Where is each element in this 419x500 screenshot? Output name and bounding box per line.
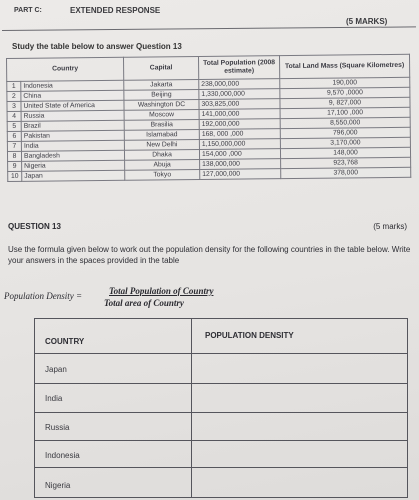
row-land-mass: 8,550,000 (280, 117, 410, 128)
row-population: 303,825,000 (199, 99, 280, 110)
row-country: Japan (22, 170, 125, 181)
row-country: United State of America (21, 100, 124, 111)
row-capital: Tokyo (125, 169, 200, 180)
row-country: China (21, 90, 124, 101)
row-number: 7 (7, 141, 21, 151)
formula-label: Population Density = (4, 291, 83, 301)
row-population: 192,000,000 (199, 119, 280, 130)
question-marks: (5 marks) (373, 222, 407, 231)
row-population: 141,000,000 (199, 109, 280, 120)
row-land-mass: 9,570 ,0000 (280, 87, 410, 98)
row-population: 138,000,000 (200, 159, 281, 170)
row-land-mass: 378,000 (281, 167, 411, 178)
row-population: 1,150,000,000 (199, 139, 280, 150)
question-text: Use the formula given below to work out the population density for the following countries in the table below. Write your answers in the spaces provided in the table (8, 245, 411, 265)
section-title: EXTENDED RESPONSE (70, 6, 161, 15)
question-label: QUESTION 13 (8, 222, 61, 231)
row-capital: Islamabad (124, 129, 199, 140)
answer-density-field[interactable] (192, 413, 407, 440)
row-country: Nigeria (22, 160, 125, 171)
answer-table (34, 318, 408, 498)
row-number: 3 (7, 101, 21, 111)
row-number: 1 (7, 81, 21, 91)
header-country: Country (7, 57, 124, 81)
row-country: Pakistan (21, 130, 124, 141)
header-capital: Capital (123, 56, 198, 80)
row-number: 5 (7, 121, 21, 131)
part-label: PART C: (14, 7, 42, 14)
row-land-mass: 148,000 (280, 147, 410, 158)
answer-header-density: POPULATION DENSITY (205, 331, 294, 340)
row-land-mass: 17,100 ,000 (280, 107, 410, 118)
row-country: Brazil (21, 120, 124, 131)
answer-density-field[interactable] (192, 441, 407, 467)
country-data-table (6, 54, 411, 182)
row-capital: Moscow (124, 109, 199, 120)
section-marks: (5 MARKS) (346, 17, 388, 26)
row-land-mass: 190,000 (280, 77, 410, 88)
row-land-mass: 3,170,000 (280, 137, 410, 148)
row-capital: Abuja (125, 159, 200, 170)
row-capital: New Delhi (124, 139, 199, 150)
header-land-mass: Total Land Mass (Square Kilometres) (279, 54, 409, 78)
row-land-mass: 923,768 (281, 157, 411, 168)
answer-row-country: Nigeria (45, 481, 71, 490)
row-capital: Washington DC (124, 99, 199, 110)
row-population: 168, 000 ,000 (199, 129, 280, 140)
header-population: Total Population (2008 estimate) (198, 56, 279, 80)
answer-row-country: India (45, 394, 63, 403)
row-number: 6 (7, 131, 21, 141)
row-number: 10 (8, 171, 22, 181)
row-number: 9 (8, 161, 22, 171)
row-number: 4 (7, 111, 21, 121)
row-country: Russia (21, 110, 124, 121)
answer-row-country: Japan (45, 365, 67, 374)
answer-density-field[interactable] (192, 468, 407, 497)
answer-density-field[interactable] (192, 384, 407, 412)
row-capital: Brasilia (124, 119, 199, 130)
row-population: 1,330,000,000 (199, 89, 280, 100)
row-number: 8 (7, 151, 21, 161)
row-capital: Beijing (124, 89, 199, 100)
row-population: 238,000,000 (199, 79, 280, 90)
row-population: 154,000 ,000 (199, 149, 280, 160)
row-country: Indonesia (21, 80, 124, 91)
answer-row-country: Indonesia (45, 451, 80, 460)
formula-numerator: Total Population of Country (109, 286, 214, 296)
formula-denominator: Total area of Country (104, 298, 184, 308)
row-number: 2 (7, 91, 21, 101)
answer-row-country: Russia (45, 423, 70, 432)
row-country: Bangladesh (21, 150, 124, 161)
row-capital: Dhaka (124, 149, 199, 160)
table-instruction: Study the table below to answer Question 13 (12, 42, 182, 51)
answer-density-field[interactable] (192, 354, 407, 383)
row-capital: Jakarta (124, 79, 199, 90)
row-country: India (21, 140, 124, 151)
row-land-mass: 796,000 (280, 127, 410, 138)
header-rule (2, 26, 416, 31)
row-population: 127,000,000 (200, 169, 281, 180)
answer-header-country: COUNTRY (45, 337, 85, 346)
row-land-mass: 9, 827,000 (280, 97, 410, 108)
